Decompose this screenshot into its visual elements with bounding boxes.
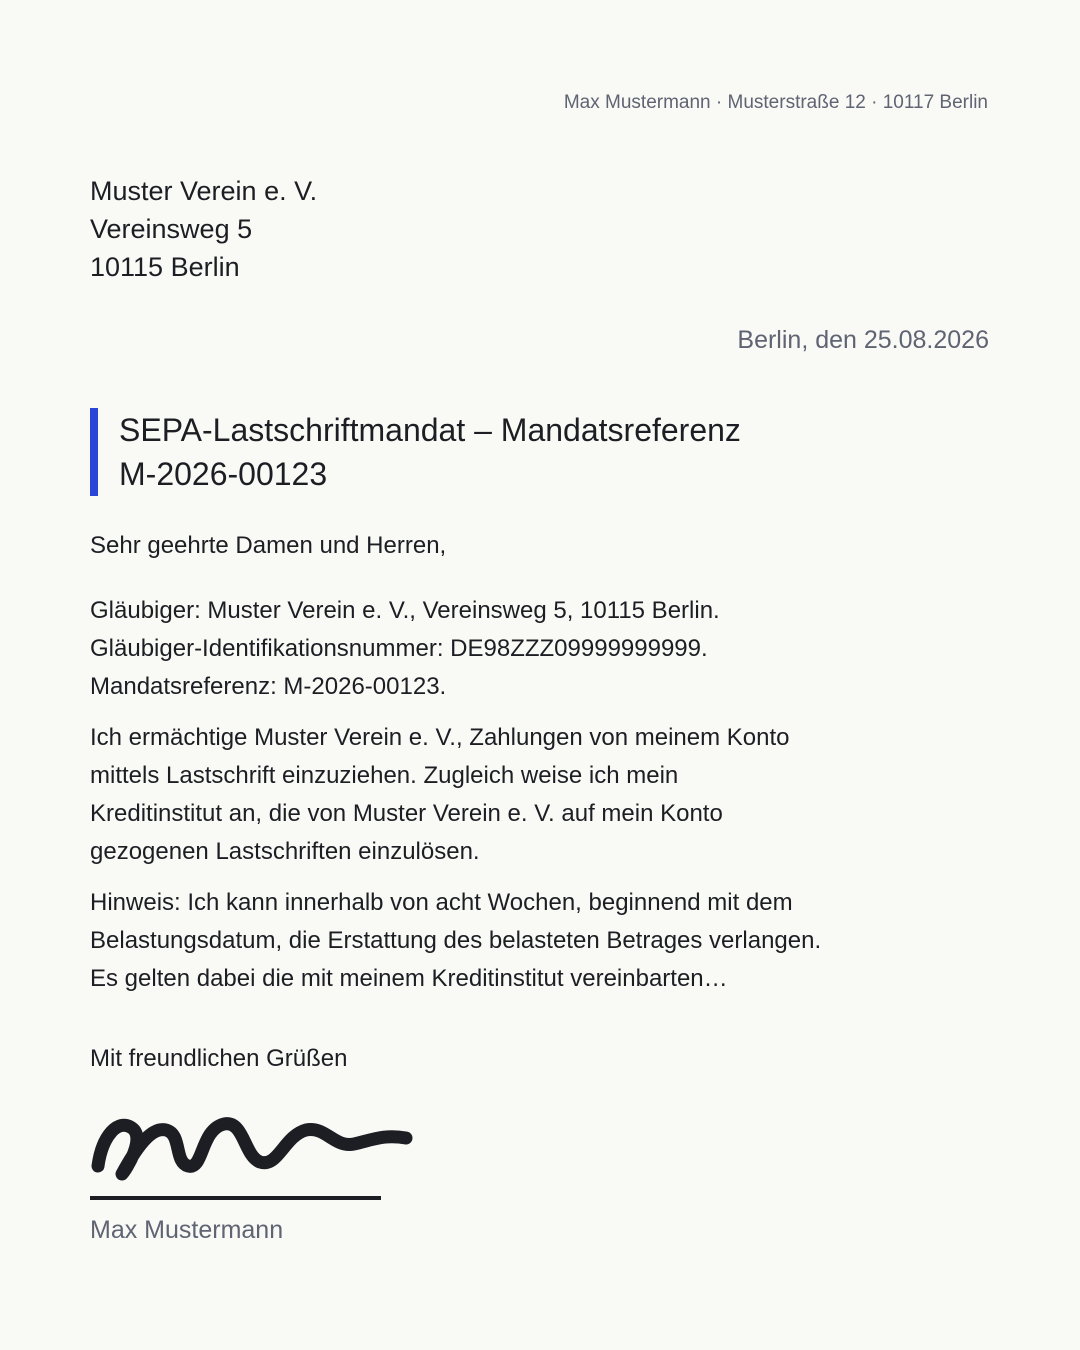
notice-paragraph — [90, 884, 821, 998]
mandate-reference-line: Mandatsreferenz: M-2026-00123. — [90, 673, 447, 700]
creditor-id-line: Gläubiger-Identifikationsnummer: DE98ZZZ09999999999. — [90, 635, 708, 662]
subject-line-1: SEPA-Lastschriftmandat – Mandatsreferenz — [119, 412, 741, 448]
mandate-line: Ich ermächtige Muster Verein e. V., Zahlungen von meinem Konto — [90, 724, 790, 751]
salutation — [90, 527, 446, 565]
signer-name: Max Mustermann — [90, 1216, 284, 1244]
subject-line-2: M-2026-00123 — [119, 456, 328, 492]
notice-line: Es gelten dabei die mit meinem Kreditinstitut vereinbarten… — [90, 965, 728, 992]
salutation-text: Sehr geehrte Damen und Herren, — [90, 532, 447, 559]
mandate-line: gezogenen Lastschriften einzulösen. — [90, 838, 480, 865]
mandate-line: Kreditinstitut an, die von Muster Verein e. V. auf mein Konto — [90, 800, 723, 827]
handwritten-signature-icon — [88, 1100, 418, 1190]
closing-text: Mit freundlichen Grüßen — [90, 1045, 348, 1072]
creditor-block — [90, 592, 720, 706]
mandate-paragraph — [90, 719, 790, 871]
creditor-line: Gläubiger: Muster Verein e. V., Vereinsweg 5, 10115 Berlin. — [90, 597, 720, 624]
recipient-address — [90, 172, 317, 286]
letter-date: Berlin, den 25.08.2026 — [737, 326, 989, 354]
notice-line: Hinweis: Ich kann innerhalb von acht Wochen, beginnend mit dem — [90, 889, 793, 916]
notice-line: Belastungsdatum, die Erstattung des belasteten Betrages verlangen. — [90, 927, 822, 954]
recipient-street: Vereinsweg 5 — [90, 214, 253, 244]
signature-line — [90, 1196, 381, 1200]
recipient-name: Muster Verein e. V. — [90, 176, 318, 206]
closing — [90, 1040, 347, 1078]
mandate-line: mittels Lastschrift einzuziehen. Zugleich weise ich mein — [90, 762, 679, 789]
sender-address-line: Max Mustermann · Musterstraße 12 · 10117 Berlin — [563, 92, 988, 113]
subject-heading — [90, 408, 919, 496]
recipient-city: 10115 Berlin — [90, 252, 240, 282]
